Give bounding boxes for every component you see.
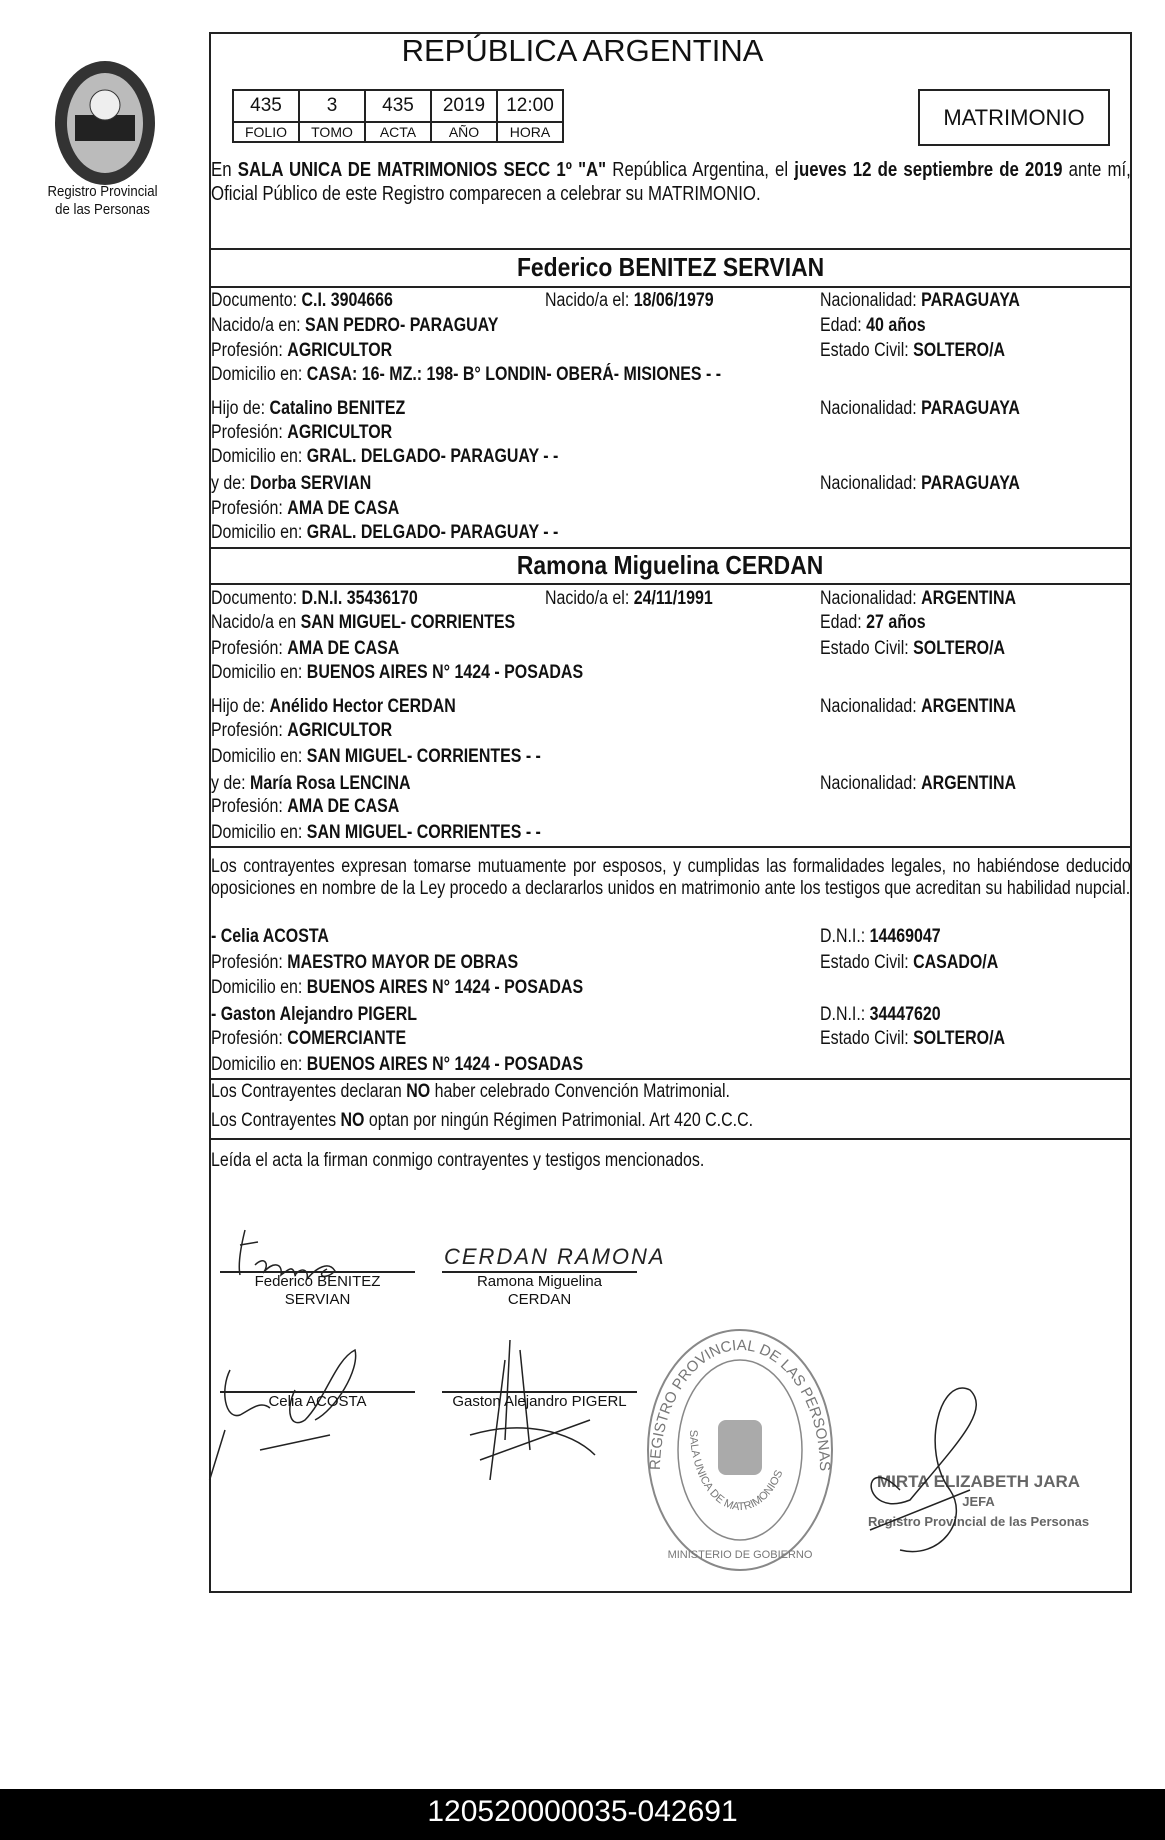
spouse1-civil-status: Estado Civil: SOLTERO/A: [820, 340, 1006, 361]
spouse2-father: Hijo de: Anélido Hector CERDAN: [211, 696, 456, 717]
spouse2-birthdate: Nacido/a el: 24/11/1991: [545, 588, 713, 609]
record-table: [232, 89, 564, 143]
intro-place: SALA UNICA DE MATRIMONIOS SECC 1º "A": [237, 159, 607, 181]
divider: [209, 846, 1132, 848]
witness1-profession: Profesión: MAESTRO MAYOR DE OBRAS: [211, 952, 519, 973]
spouse2-father-profession: Profesión: AGRICULTOR: [211, 720, 393, 741]
spouse2-mother-nationality: Nacionalidad: ARGENTINA: [820, 773, 1017, 794]
witness2-dni: D.N.I.: 34447620: [820, 1004, 941, 1025]
logo-caption-line: Registro Provincial: [47, 183, 158, 200]
spouse1-document: Documento: C.I. 3904666: [211, 290, 393, 311]
logo-caption-line: de las Personas: [55, 201, 150, 218]
declaration-paragraph: Los contrayentes expresan tomarse mutuamente por esposos, y cumplidas las formalidades legales, no habiéndose deducido oposiciones en nombre de la Ley procedo a declararlos unidos en matrimonio ante los testigos que acreditan su habilidad nupcial.: [211, 856, 1131, 899]
acta-label: ACTA: [365, 122, 431, 142]
folio-value: 435: [233, 90, 299, 122]
act-type-box: MATRIMONIO: [918, 89, 1110, 146]
officer-name: MIRTA ELIZABETH JARA: [877, 1472, 1081, 1491]
stamp-bottom-text: MINISTERIO DE GOBIERNO: [667, 1549, 813, 1561]
regime-statement: Los Contrayentes NO optan por ningún Régimen Patrimonial. Art 420 C.C.C.: [211, 1110, 754, 1131]
witness2-name: - Gaston Alejandro PIGERL: [211, 1004, 418, 1025]
stamp-outer-text: REGISTRO PROVINCIAL DE LAS PERSONAS: [646, 1336, 834, 1472]
spouse2-handwritten-signature: CERDAN RAMONA: [444, 1244, 666, 1269]
document-code: 120520000035-042691: [427, 1795, 738, 1828]
intro-paragraph: [211, 158, 1131, 206]
divider: [209, 248, 1132, 250]
witness1-civil-status: Estado Civil: CASADO/A: [820, 952, 999, 973]
divider: [209, 1078, 1132, 1080]
spouse2-name-text: Ramona Miguelina CERDAN: [517, 550, 824, 580]
spouse2-profession: Profesión: AMA DE CASA: [211, 638, 400, 659]
spouse1-father-address: Domicilio en: GRAL. DELGADO- PARAGUAY - -: [211, 446, 559, 467]
spouse2-name: [209, 550, 1132, 581]
province-seal-logo: [45, 55, 165, 190]
spouse1-father-profession: Profesión: AGRICULTOR: [211, 422, 393, 443]
spouse2-mother: y de: María Rosa LENCINA: [211, 773, 411, 794]
spouse1-mother-profession: Profesión: AMA DE CASA: [211, 498, 400, 519]
tomo-value: 3: [299, 90, 365, 122]
folio-label: FOLIO: [233, 122, 299, 142]
spouse1-age: Edad: 40 años: [820, 315, 926, 336]
spouse1-mother-nationality: Nacionalidad: PARAGUAYA: [820, 473, 1020, 494]
acta-value: 435: [365, 90, 431, 122]
spouse2-address: Domicilio en: BUENOS AIRES N° 1424 - POSADAS: [211, 662, 584, 683]
spouse2-mother-address: Domicilio en: SAN MIGUEL- CORRIENTES - -: [211, 822, 541, 843]
tomo-label: TOMO: [299, 122, 365, 142]
spouse2-nationality: Nacionalidad: ARGENTINA: [820, 588, 1017, 609]
witness2-civil-status: Estado Civil: SOLTERO/A: [820, 1028, 1006, 1049]
footer-bar: [0, 1789, 1165, 1840]
spouse1-mother: y de: Dorba SERVIAN: [211, 473, 372, 494]
intro-text: ante mí, Oficial Público de este Registro comparecen a celebrar su MATRIMONIO.: [211, 159, 1131, 205]
year-value: 2019: [431, 90, 497, 122]
officer-org: Registro Provincial de las Personas: [868, 1514, 1090, 1529]
intro-date: jueves 12 de septiembre de 2019: [794, 159, 1063, 181]
witness1-dni: D.N.I.: 14469047: [820, 926, 941, 947]
spouse1-birthdate: Nacido/a el: 18/06/1979: [545, 290, 714, 311]
signature-caption-witness2: Gaston Alejandro PIGERL: [452, 1393, 627, 1410]
divider: [209, 1138, 1132, 1140]
intro-text: República Argentina, el: [606, 159, 795, 181]
spouse2-birthplace: Nacido/a en SAN MIGUEL- CORRIENTES: [211, 612, 516, 633]
hour-value: 12:00: [497, 90, 563, 122]
spouse2-age: Edad: 27 años: [820, 612, 926, 633]
spouse1-birthplace: Nacido/a en: SAN PEDRO- PARAGUAY: [211, 315, 499, 336]
spouse2-civil-status: Estado Civil: SOLTERO/A: [820, 638, 1006, 659]
officer-signature: [840, 1380, 1040, 1580]
signature-caption-spouse1: Federico BENITEZ SERVIAN: [254, 1273, 381, 1308]
intro-text: En: [211, 159, 238, 181]
signature-caption-witness1: Celia ACOSTA: [268, 1393, 367, 1410]
spouse1-address: Domicilio en: CASA: 16- MZ.: 198- B° LONDIN- OBERÁ- MISIONES - -: [211, 364, 722, 385]
witness1-address: Domicilio en: BUENOS AIRES N° 1424 - POSADAS: [211, 977, 584, 998]
official-stamp: [640, 1320, 840, 1580]
spouse2-father-address: Domicilio en: SAN MIGUEL- CORRIENTES - -: [211, 746, 541, 767]
spouse1-father-nationality: Nacionalidad: PARAGUAYA: [820, 398, 1020, 419]
year-label: AÑO: [431, 122, 497, 142]
spouse1-nationality: Nacionalidad: PARAGUAYA: [820, 290, 1020, 311]
divider: [209, 286, 1132, 288]
divider: [209, 583, 1132, 585]
logo-caption: [30, 183, 175, 219]
spouse2-father-nationality: Nacionalidad: ARGENTINA: [820, 696, 1017, 717]
witness2-profession: Profesión: COMERCIANTE: [211, 1028, 407, 1049]
stamp-inner-text: SALA UNICA DE MATRIMONIOS: [686, 1429, 786, 1514]
witness1-name: - Celia ACOSTA: [211, 926, 329, 947]
spouse1-profession: Profesión: AGRICULTOR: [211, 340, 393, 361]
spouse2-document: Documento: D.N.I. 35436170: [211, 588, 418, 609]
hour-label: HORA: [497, 122, 563, 142]
closing-text: Leída el acta la firman conmigo contrayentes y testigos mencionados.: [211, 1150, 705, 1171]
spouse2-mother-profession: Profesión: AMA DE CASA: [211, 796, 400, 817]
page-title: REPÚBLICA ARGENTINA: [401, 33, 764, 68]
spouse1-mother-address: Domicilio en: GRAL. DELGADO- PARAGUAY - -: [211, 522, 559, 543]
divider: [209, 547, 1132, 549]
convention-statement: Los Contrayentes declaran NO haber celebrado Convención Matrimonial.: [211, 1081, 731, 1102]
spouse1-name-text: Federico BENITEZ SERVIAN: [516, 252, 825, 282]
witness2-address: Domicilio en: BUENOS AIRES N° 1424 - POSADAS: [211, 1054, 584, 1075]
signature-caption-spouse2: Ramona Miguelina CERDAN: [476, 1273, 603, 1308]
spouse1-name: [209, 252, 1132, 283]
officer-role: JEFA: [962, 1494, 995, 1509]
spouse1-father: Hijo de: Catalino BENITEZ: [211, 398, 406, 419]
